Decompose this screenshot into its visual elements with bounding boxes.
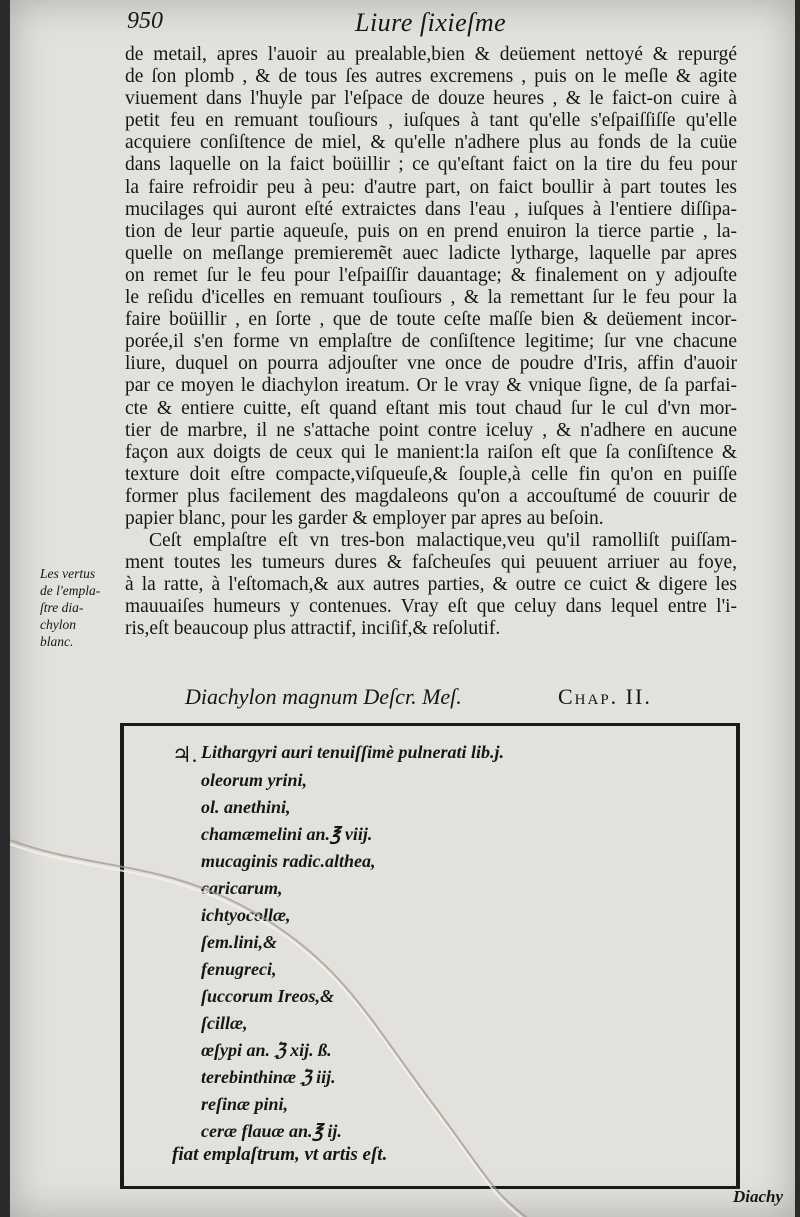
- body-line: la faire refroidir peu à peu: d'autre part, on faict boullir à part toutes les: [125, 176, 737, 198]
- body-line: quelle on meſlange premieremẽt auec ladicte lytharge, laquelle par apres: [125, 242, 737, 264]
- body-line: façon aux doigts de ceux qui le manient:la raiſon eſt que ſa conſiſtence &: [125, 441, 737, 463]
- body-line: cte & entiere cuitte, eſt quand eſtant mis tout chaud ſur le cul d'vn mor-: [125, 397, 737, 419]
- body-line: Ceſt emplaſtre eſt vn tres-bon malactique,veu qu'il ramolliſt puiſſam-: [149, 530, 737, 552]
- ingredient: terebinthinæ ℨ iij.: [201, 1067, 336, 1087]
- body-line: ment toutes les tumeurs dures & faſcheuſes qui peuuent arriuer au foye,: [125, 552, 737, 574]
- ingredient: ichtyocollæ,: [201, 905, 291, 925]
- body-line: tier de marbre, il ne s'attache point contre iceluy , & n'adhere en aucune: [125, 419, 737, 441]
- margin-note: [40, 565, 120, 650]
- ingredient: œſypi an. ℨ xij. ß.: [201, 1040, 332, 1060]
- body-line: papier blanc, pour les garder & employer par apres au beſoin.: [125, 507, 604, 529]
- body-line: former plus facilement des magdaleons qu'on a accouſtumé de couurir de: [125, 485, 737, 507]
- ingredient: caricarum,: [201, 878, 283, 898]
- chapter-title: Diachylon magnum Deſcr. Meſ.: [185, 684, 462, 709]
- body-line: mauuaiſes humeurs y contenues. Vray eſt que celuy dans lequel entre l'i-: [125, 596, 737, 618]
- body-line: viuement dans l'huyle par l'eſpace de douze heures , & le faict-on cuire à: [125, 88, 737, 110]
- ingredient: oleorum yrini,: [201, 770, 308, 790]
- body-line: petit feu en remuant touſiours , iuſques à tant qu'elle s'eſpaiſſiſſe qu'elle: [125, 110, 737, 132]
- body-line: tion de leur partie aqueuſe, puis on en prend enuiron la tierce partie , la-: [125, 220, 737, 242]
- body-line: à la ratte, à l'eſtomach,& aux autres parties, & outre ce cuict & digere les: [125, 574, 737, 596]
- margin-note-line: Les vertus: [40, 566, 96, 581]
- recipe-closing: fiat emplaſtrum, vt artis eſt.: [172, 1144, 388, 1165]
- chapter-label: Chap. II.: [558, 684, 652, 709]
- page-header: [10, 8, 795, 38]
- ingredient: ſuccorum Ireos,&: [201, 986, 335, 1006]
- margin-note-line: chylon: [40, 617, 76, 632]
- body-text: [125, 44, 737, 641]
- body-line: on remet ſur le feu pour l'eſpaiſſir dauantage; & finalement on y adjouſte: [125, 264, 737, 286]
- body-line: faire boüillir , en ſorte , que de toute ceſte maſſe bien & deüement incor-: [125, 309, 737, 331]
- book-page: [10, 0, 795, 1217]
- body-line: de metail, apres l'auoir au prealable,bien & deüement nettoyé & repurgé: [125, 44, 737, 65]
- margin-note-line: blanc.: [40, 634, 74, 649]
- body-line: porée,il s'en forme vn emplaſtre de conſiſtence legitime; ſur vne chacune: [125, 331, 737, 353]
- ingredient: mucaginis radic.althea,: [201, 851, 376, 871]
- ingredient: ſcillæ,: [201, 1013, 248, 1033]
- margin-note-line: ſtre dia-: [40, 600, 84, 615]
- chapter-heading: [10, 684, 795, 718]
- body-line: acquiere conſiſtence de miel, & qu'elle n'adhere plus au fonds de la cuüe: [125, 132, 737, 154]
- running-title: Liure ſixieſme: [355, 8, 507, 37]
- ingredient: fenugreci,: [201, 959, 277, 979]
- body-line: le reſidu d'icelles en remuant touſiours , & la remettant ſur le feu pour la: [125, 287, 737, 309]
- margin-note-line: de l'empla-: [40, 583, 101, 598]
- body-line: ris,eſt beaucoup plus attractif, inciſif,& reſolutif.: [125, 618, 501, 640]
- ingredient: ſem.lini,&: [201, 932, 277, 952]
- body-line: de ſon plomb , & de tous ſes autres excremens , puis on le meſle & agite: [125, 66, 737, 88]
- catchword: Diachy: [732, 1187, 783, 1206]
- body-line: dans laquelle on la faict boüillir ; ce qu'eſtant faict on la tire du feu pour: [125, 154, 737, 176]
- ingredient: Lithargyri auri tenuiſſimè pulnerati lib.j.: [201, 742, 505, 762]
- ingredient: reſinæ pini,: [201, 1094, 289, 1114]
- body-line: liure, duquel on pourra adjouſter vne once de poudre d'Iris, affin d'auoir: [125, 353, 737, 375]
- ingredient: ol. anethini,: [201, 797, 291, 817]
- body-line: par ce moyen le diachylon ireatum. Or le vray & vnique ſigne, de ſa parfai-: [125, 375, 737, 397]
- ingredient: ceræ flauæ an.℥ ij.: [201, 1121, 342, 1141]
- page-number: 950: [127, 8, 163, 34]
- recipe-box: [120, 723, 740, 1189]
- body-line: mucilages qui auront eſté extraictes dans l'eau , iuſques à l'entiere diſſipa-: [125, 198, 737, 220]
- ingredient: chamæmelini an.℥ viij.: [201, 824, 373, 844]
- body-line: texture doit eſtre compacte,viſqueuſe,& ſouple,à celle fin qu'on en puiſſe: [125, 463, 737, 485]
- recipe-symbol: ♃.: [172, 742, 198, 767]
